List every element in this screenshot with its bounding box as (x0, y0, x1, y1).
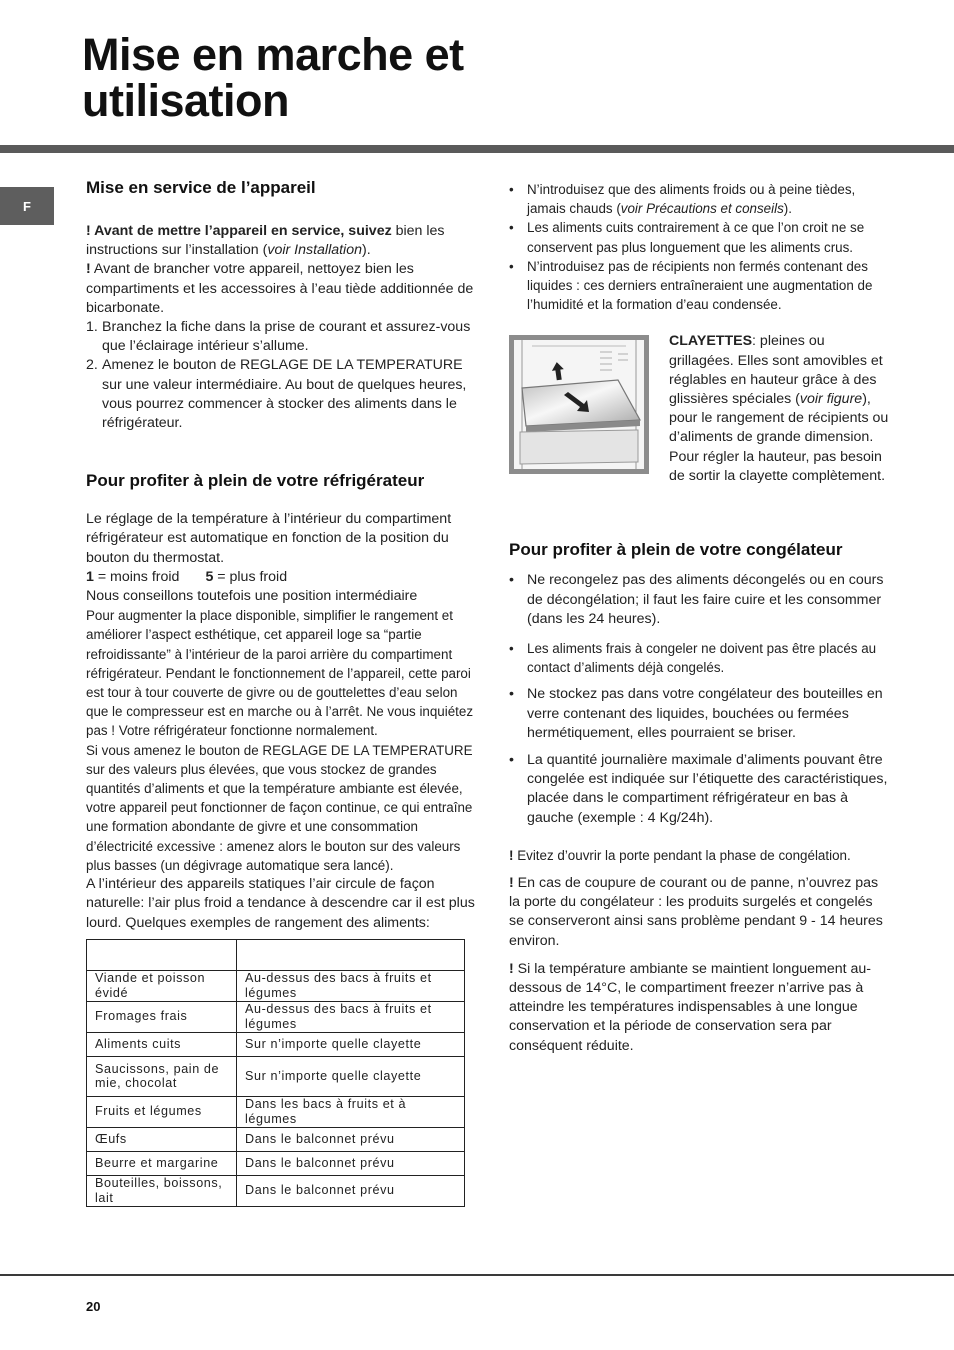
service-p2-text: Avant de brancher votre appareil, nettoyez bien les compartiments et les accessoires à l’eau tiède additionnée de bicarbonate. (86, 261, 474, 316)
food-cell: Saucissons, pain de mie, chocolat (87, 1056, 237, 1096)
scale-max-text: = plus froid (213, 568, 288, 585)
storage-place-cell: Dans le balconnet prévu (237, 1127, 465, 1151)
tip-1-end: ). (783, 201, 792, 217)
storage-place-cell: Sur n’importe quelle clayette (237, 1032, 465, 1056)
header-rule (0, 145, 954, 153)
freezer-tip-text: Ne recongelez pas des aliments décongelés ou en cours de décongélation; il faut les faire cuire et les consommer (dans les 24 heures). (527, 572, 884, 627)
food-cell: Beurre et margarine (87, 1151, 237, 1175)
page-title-line-2: utilisation (82, 75, 289, 126)
storage-place-cell: Au-dessus des bacs à fruits et légumes (237, 1001, 465, 1032)
step-text: Amenez le bouton de REGLAGE DE LA TEMPERATURE sur une valeur intermédiaire. Au bout de quelques heures, vous pourrez commencer à stocker des aliments dans le réfrigérateur. (102, 357, 467, 432)
fridge-paragraph-4: Si vous amenez le bouton de REGLAGE DE LA TEMPERATURE sur des valeurs plus élevées, que vous stockez de grandes quantités d’aliments et que la température ambiante est élevée, votre appareil peut fonctionner de façon continue, ce qui entraîne une formation abondante de givre et une consommation d’électricité excessive : amenez alors le bouton sur des valeurs plus basses (un dégivrage automatique sera lancé). (86, 742, 473, 873)
scale-min-text: = moins froid (93, 568, 180, 585)
warning-mark: ! (86, 261, 91, 278)
warning-mark: ! (509, 847, 514, 863)
heading-congelateur: Pour profiter à plein de votre congélateur (509, 540, 843, 560)
table-row (87, 970, 465, 1001)
food-cell: Fromages frais (87, 1001, 237, 1032)
warning-3-text: Si la température ambiante se maintient longuement au-dessous de 14°C, le compartiment freezer n’arrive pas à atteindre les températures indispensables à une longue conservation et la période de conservation sera par conséquent réduite. (509, 960, 871, 1054)
food-cell: Viande et poisson évidé (87, 970, 237, 1001)
list-item (509, 180, 889, 218)
scale-max-num: 5 (205, 568, 214, 585)
table-row (87, 1151, 465, 1175)
tip-3-text: N’introduisez pas de récipients non fermés contenant des liquides : ces derniers entraîneraient une augmentation de l’humidité et la formation d’eau condensée. (527, 258, 873, 313)
bullet-mark: • (509, 752, 514, 769)
list-item (509, 751, 889, 828)
shelf-figure (509, 335, 649, 474)
list-item (509, 571, 889, 629)
language-tab: F (0, 187, 54, 225)
shelves-figure-ref: voir figure (799, 391, 863, 408)
page-title (82, 29, 464, 126)
list-item (509, 639, 889, 677)
table-row (87, 1175, 465, 1206)
heading-refrigerateur: Pour profiter à plein de votre réfrigérateur (86, 471, 425, 491)
table-header-cell (237, 939, 465, 970)
scale-min-num: 1 (86, 568, 94, 585)
warning-mark: ! (509, 960, 514, 977)
food-cell: Aliments cuits (87, 1032, 237, 1056)
shelves-block (509, 332, 889, 528)
bullet-mark: • (509, 182, 514, 197)
table-row (87, 1032, 465, 1056)
bullet-mark: • (509, 572, 514, 589)
shelves-text-2: ), pour le rangement de récipients ou d’aliments de grande dimension. Pour régler la hauteur, pas besoin de sortir la clayette complètement. (669, 391, 889, 484)
tip-2-text: Les aliments cuits contrairement à ce que l’on croit ne se conservent pas plus longuement que les aliments crus. (527, 220, 865, 255)
tip-1-ref: voir Précautions et conseils (620, 201, 784, 217)
table-row (87, 1096, 465, 1127)
warning-mark: ! (509, 875, 514, 892)
storage-place-cell: Sur n’importe quelle clayette (237, 1056, 465, 1096)
list-item (509, 257, 889, 315)
table-row (87, 1056, 465, 1096)
storage-place-cell: Au-dessus des bacs à fruits et légumes (237, 970, 465, 1001)
heading-mise-en-service: Mise en service de l’appareil (86, 178, 316, 197)
service-p1-end: ). (362, 242, 371, 259)
footer-rule (0, 1274, 954, 1276)
table-header-cell (87, 939, 237, 970)
list-item (509, 685, 889, 743)
tip-1-text: N’introduisez que des aliments froids ou à peine tièdes, jamais chauds ( (527, 182, 856, 217)
left-column (86, 178, 482, 1207)
service-step (86, 356, 482, 433)
freezer-warning-1 (509, 846, 889, 865)
service-p1-ref: voir Installation (267, 242, 362, 259)
page-title-line-1: Mise en marche et (82, 29, 464, 80)
bullet-mark: • (509, 686, 514, 703)
food-cell: Bouteilles, boissons, lait (87, 1175, 237, 1206)
step-text: Branchez la fiche dans la prise de courant et assurez-vous que l’éclairage intérieur s’allume. (102, 319, 471, 355)
list-item (509, 218, 889, 256)
freezer-tip-text: La quantité journalière maximale d’aliments pouvant être congelée est indiquée sur l’étiquette des caractéristiques, placée dans le compartiment réfrigérateur en bas à gauche (exemple : 4 Kg/24h). (527, 752, 888, 826)
freezer-tip-text: Ne stockez pas dans votre congélateur des bouteilles en verre contenant des liquides, bouchées ou fermées hermétiquement, elles pourraient se briser. (527, 686, 883, 741)
service-paragraph-2 (86, 260, 482, 318)
service-steps-list (86, 318, 482, 433)
freezer-warning-3 (509, 960, 889, 1056)
page-number: 20 (86, 1299, 101, 1314)
storage-place-cell: Dans les bacs à fruits et à légumes (237, 1096, 465, 1127)
service-step (86, 318, 482, 356)
shelves-label: CLAYETTES (669, 333, 753, 350)
freezer-tip-text: Les aliments frais à congeler ne doivent pas être placés au contact d’aliments déjà congelés. (527, 641, 877, 676)
food-cell: Fruits et légumes (87, 1096, 237, 1127)
bullet-mark: • (509, 220, 514, 236)
table-row (87, 1001, 465, 1032)
shelves-description (669, 332, 889, 486)
service-warning-bold: ! Avant de mettre l’appareil en service, suivez (86, 223, 392, 239)
shelves-text-1: : pleines ou grillagées. Elles sont amovibles et réglables en hauteur grâce à des glissières spéciales ( (669, 333, 883, 408)
freezer-tips-list (509, 571, 889, 827)
service-paragraph-1 (86, 222, 482, 260)
step-number: 2. (86, 357, 98, 374)
service-p1-text: bien les instructions sur l’installation ( (86, 223, 445, 259)
fridge-paragraph-5: A l’intérieur des appareils statiques l’air circule de façon naturelle: l’air plus froid a tendance à descendre car il est plus lourd. Quelques exemples de rangement des aliments: (86, 876, 475, 931)
freezer-warning-2 (509, 874, 889, 951)
warning-1-text: Evitez d’ouvrir la porte pendant la phase de congélation. (513, 847, 851, 863)
food-cell: Œufs (87, 1127, 237, 1151)
food-storage-table (86, 939, 465, 1207)
thermostat-scale (86, 568, 482, 587)
right-column (509, 180, 889, 1056)
bullet-mark: • (509, 258, 514, 274)
warning-2-text: En cas de coupure de courant ou de panne, n’ouvrez pas la porte du congélateur : les produits surgelés et congelés se conserveront ainsi sans problème pendant 9 - 14 heures environ. (509, 875, 883, 949)
storage-place-cell: Dans le balconnet prévu (237, 1175, 465, 1206)
storage-place-cell: Dans le balconnet prévu (237, 1151, 465, 1175)
table-row (87, 1127, 465, 1151)
table-header-row (87, 939, 465, 970)
fridge-paragraph-1: Le réglage de la température à l’intérieur du compartiment réfrigérateur est automatique en fonction de la position du bouton du thermostat. (86, 511, 452, 566)
step-number: 1. (86, 319, 98, 336)
shelf-illustration-icon (514, 340, 644, 469)
fridge-paragraph-3: Pour augmenter la place disponible, simplifier le rangement et améliorer l’aspect esthétique, cet appareil loge sa “partie refroidissante” à l’intérieur de la paroi arrière du compartiment réfrigérateur. Pendant le fonctionnement de l’appareil, cette paroi est tour à tour couverte de givre ou de gouttelettes d’eau selon que le compresseur est en marche ou à l’arrêt. Ne vous inquiétez pas ! Votre réfrigérateur fonctionne normalement. (86, 608, 474, 739)
fridge-paragraph-2: Nous conseillons toutefois une position intermédiaire (86, 588, 418, 605)
bullet-mark: • (509, 641, 514, 657)
fridge-tips-list (509, 180, 889, 314)
